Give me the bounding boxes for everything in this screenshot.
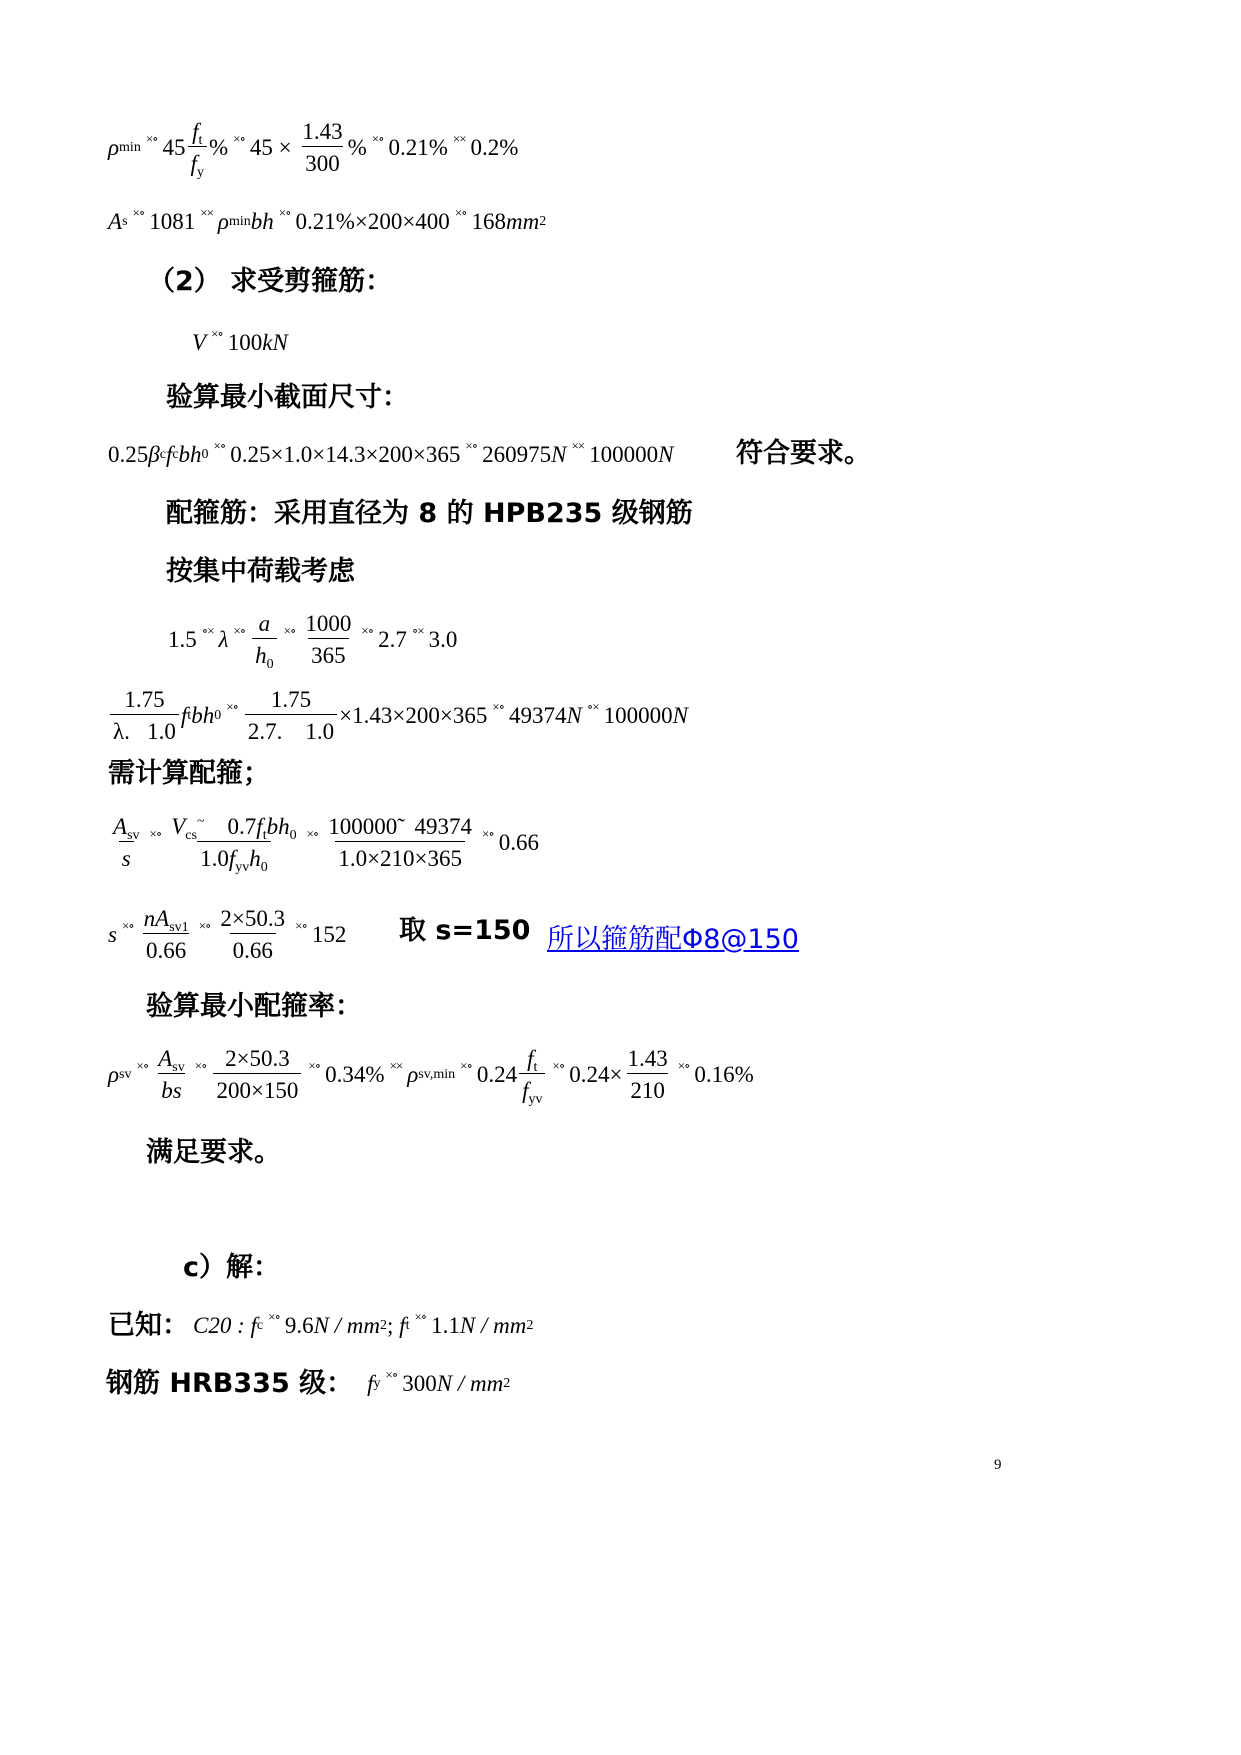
frac-1000-365: $\frac{1000}{365}$ — [305, 611, 352, 668]
val-49374: 49374 — [509, 703, 567, 728]
equals-glyph: ×∘ — [371, 131, 384, 146]
frac-175-27: $\frac{1.75}{2.7. 1.0}$ — [245, 688, 337, 743]
val-025: 0.25 — [108, 442, 149, 467]
pct2: % — [347, 135, 367, 160]
unit-mm: mm — [506, 209, 540, 234]
v-symbol: V — [192, 330, 207, 355]
frac-2x503-200x150: $\frac{2\times 50.3}{200\times 150}$ — [213, 1047, 301, 1102]
frac-2x503: $\frac{2\times 50.3}{0.66}$ — [220, 906, 286, 963]
val-034: 0.34% — [325, 1062, 385, 1087]
val-fc: 9.6 — [284, 1313, 314, 1338]
val-30: 3.0 — [428, 627, 458, 652]
frac-asv-s: $\frac{A_{sv}}{s}$ — [113, 814, 140, 871]
val-024x: 0.24× — [569, 1062, 623, 1087]
frac-143-300: $\frac{1.43}{300}$ — [302, 119, 343, 176]
frac-nasv1: $\frac{nA_{sv1}}{0.66}$ — [143, 906, 189, 963]
val-45b: 45 — [249, 135, 273, 160]
heading-min-ratio: 验算最小配箍率： — [146, 991, 362, 1022]
eq-section: 0.25 β c f c bh 0 ×∘ 0.25×1.0×14.3×200×365 ×∘ 260975 N ×× 100000 N — [108, 438, 674, 467]
val-100: 100 — [227, 330, 263, 355]
equals-glyph: ×∘ — [233, 131, 245, 146]
text-take-s: 取 s=150 — [399, 915, 531, 946]
c20: C20 : — [193, 1313, 245, 1338]
val-45: 45 — [162, 135, 186, 160]
heading-section-check: 验算最小截面尺寸： — [166, 382, 409, 413]
eq-rho-sv: ρ sv ×∘ $\frac{A_{sv}}{bs}$ ×∘ $\frac{2\times 50.3}{200\times 150}$ ×∘ 0.34% ×× ρ sv,min ×∘ 0.24 $\frac{f_t}{f_{yv}}$ ×∘ 0.24× $\frac{1.43}{210}$ ×∘ 0.16% — [108, 1046, 754, 1107]
eq-as: A s ×∘ 1081 ×× ρ min bh ×∘ 0.21%×200×400 ×∘ 168 mm 2 — [108, 205, 547, 234]
label-rebar: 钢筋 HRB335 级： — [106, 1368, 354, 1399]
line-rebar: 钢筋 HRB335 级： f y ×∘ 300 N / mm 2 — [106, 1367, 511, 1399]
val-27: 2.7 — [378, 627, 407, 652]
frac-vdiff: $\frac{100000̃ 49374}{1.0\times 210\times 365}$ — [328, 814, 473, 871]
text-concentrated-load: 按集中荷载考虑 — [166, 556, 355, 587]
val-02pct: 0.2% — [470, 135, 519, 160]
val-1081: 1081 — [149, 209, 196, 234]
val-100000b: 100000 — [603, 703, 673, 728]
prod-200-400: 0.21%×200×400 — [295, 209, 450, 234]
val-260975: 260975 — [482, 442, 552, 467]
line-known: 已知： C20 : f c ×∘ 9.6 N / mm 2 ; f t ×∘ 1.1 N / mm 2 — [108, 1309, 534, 1341]
val-100000: 100000 — [589, 442, 659, 467]
text-meets-req: 符合要求。 — [736, 438, 871, 469]
page-number: 9 — [994, 1457, 1002, 1473]
lambda-symbol: λ — [218, 627, 229, 652]
link-stirrup-result[interactable]: 所以箍筋配Φ8@150 — [547, 924, 799, 955]
text-need-calc: 需计算配箍； — [108, 758, 270, 789]
text-stirrup-config: 配箍筋：采用直径为 8 的 HPB235 级钢筋 — [166, 498, 693, 529]
eq-lambda: 1.5 ∘× λ ×∘ $\frac{a}{h_0}$ ×∘ $\frac{1000}{365}$ ×∘ 2.7 ∘× 3.0 — [168, 611, 458, 672]
val-016: 0.16% — [694, 1062, 754, 1087]
equals-glyph: ×∘ — [145, 131, 158, 146]
pct: % — [208, 135, 229, 160]
eq-asv-s: $\frac{A_{sv}}{s}$ ×∘ $\frac{V_{cs}^\sim 0.7f_tbh_0}{1.0f_{yv}h_0}$ ×∘ $\frac{100000̃ 49374}{1.0\times 210\times 365}$ ×∘ 0.66 — [108, 815, 539, 870]
rho-symbol: ρ — [108, 135, 120, 160]
frac-175-lambda: $\frac{1.75}{\lambda. 1.0}$ — [110, 688, 179, 743]
gt-glyph: ×× — [452, 131, 466, 146]
frac-ft-fyv: $\frac{f_t}{f_{yv}}$ — [519, 1047, 545, 1102]
eq-rho-min: ρ min ×∘ 45 $\frac{f_t}{f_y}$ % ×∘ 45 × $\frac{1.43}{300}$ % ×∘ 0.21% ×× 0.2% — [108, 119, 519, 180]
frac-vcs: $\frac{V_{cs}^\sim 0.7f_tbh_0}{1.0f_{yv}h_0}$ — [171, 814, 297, 875]
val-168: 168 — [471, 209, 507, 234]
val-15: 1.5 — [168, 627, 197, 652]
eq-concrete-shear: $\frac{1.75}{\lambda. 1.0}$ f t bh 0 ×∘ $\frac{1.75}{2.7. 1.0}$ ×1.43×200×365 ×∘ 49374 N ∘× 100000 N — [108, 688, 688, 743]
val-fy: 300 — [402, 1371, 437, 1396]
heading-shear: （2） 求受剪箍筋： — [148, 266, 393, 297]
val-152: 152 — [311, 922, 347, 947]
frac-ft-fy: $\frac{f_t}{f_y}$ — [188, 120, 207, 175]
bh: bh — [250, 209, 274, 234]
val-ft: 1.1 — [431, 1313, 460, 1338]
frac-asv-bs: $\frac{A_{sv}}{bs}$ — [158, 1046, 185, 1103]
frac-a-h0: $\frac{a}{h_0}$ — [252, 612, 277, 667]
val-066: 0.66 — [498, 830, 540, 855]
val-021pct: 0.21% — [388, 135, 448, 160]
label-known: 已知： — [108, 1310, 189, 1341]
val-024: 0.24 — [476, 1062, 518, 1087]
heading-part-c: c）解： — [183, 1252, 281, 1283]
frac-143-210: $\frac{1.43}{210}$ — [627, 1046, 668, 1103]
eq-spacing: s ×∘ $\frac{nA_{sv1}}{0.66}$ ×∘ $\frac{2\times 50.3}{0.66}$ ×∘ 152 — [108, 906, 347, 963]
unit-kn: kN — [262, 330, 288, 355]
eq-v: V ×∘ 100 kN — [192, 326, 288, 355]
prod-ft: ×1.43×200×365 — [339, 703, 488, 728]
prod-shear: 0.25×1.0×14.3×200×365 — [230, 442, 461, 467]
text-satisfied: 满足要求。 — [146, 1137, 281, 1168]
